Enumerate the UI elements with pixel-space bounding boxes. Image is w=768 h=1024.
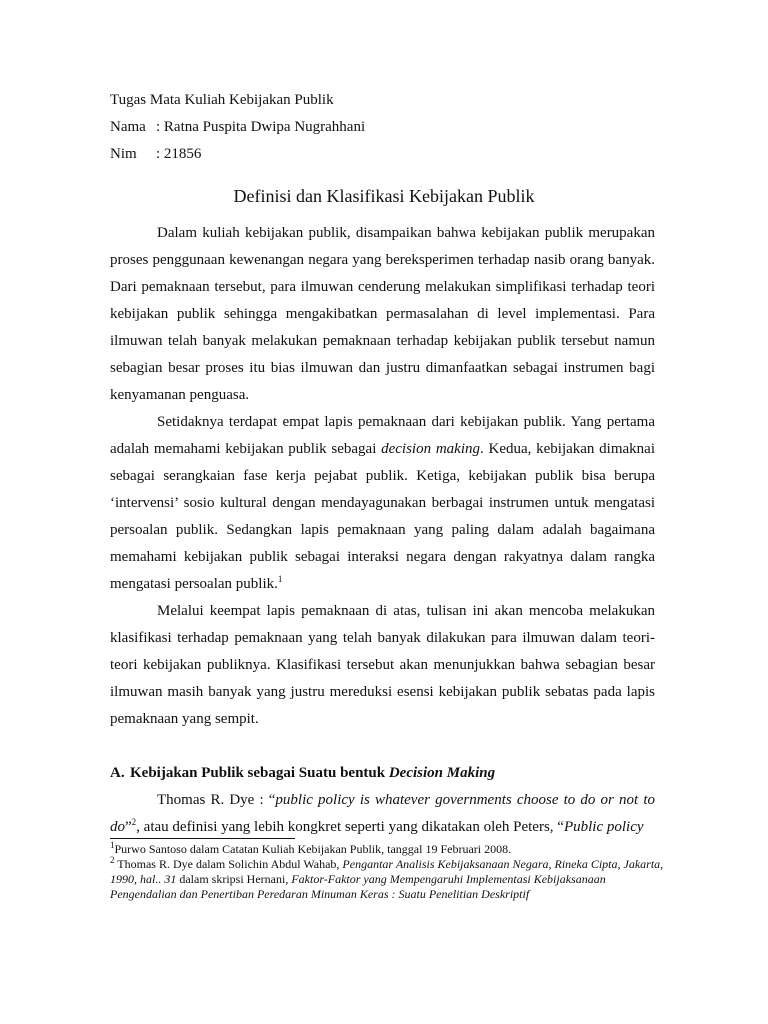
footnote-1-number: 1 (110, 840, 115, 850)
footnote-ref-1: 1 (277, 574, 283, 584)
footnote-2-number: 2 (110, 855, 115, 865)
section-title: Kebijakan Publik sebagai Suatu bentuk (130, 765, 389, 781)
paragraph-2-text-b: . Kedua, kebijakan dimaknai sebagai serangkaian fase kerja pejabat publik. Ketiga, kebijakan publik bisa berupa ‘intervensi’ sosio kultural dengan mendayagunakan berbagai instrumen untuk mengatasi persoalan publik. Sedangkan lapis pemaknaan yang paling dalam adalah bagaimana memahami kebijakan publik sebagai interaksi negara dengan rakyatnya dalam rangka mengatasi persoalan publik. (110, 441, 655, 592)
paragraph-4-text-c: , atau definisi yang lebih kongkret seperti yang dikatakan oleh Peters, “ (136, 819, 564, 835)
paragraph-2-italic: decision making (381, 441, 480, 457)
footnote-2 (110, 857, 670, 902)
paragraph-2-text-a: Setidaknya terdapat empat lapis pemaknaan dari kebijakan publik. Yang pertama adalah memahami kebijakan publik sebagai (110, 414, 655, 457)
paragraph-4-quote: public policy is whatever governments choose to do or not to do (110, 792, 655, 835)
footnote-2-italic-2: Faktor-Faktor yang Mempengaruhi Implementasi Kebijaksanaan Pengendalian dan Penertiban Peredaran Minuman Keras : Suatu Penelitian Deskriptif (110, 872, 606, 901)
course-line: Tugas Mata Kuliah Kebijakan Publik (110, 92, 334, 108)
footnote-2-italic-1: Pengantar Analisis Kebijaksanaan Negara, Rineka Cipta, Jakarta, 1990, hal.. 31 (110, 857, 664, 886)
paragraph-3: Melalui keempat lapis pemaknaan di atas, tulisan ini akan mencoba melakukan klasifikasi terhadap pemaknaan yang telah banyak dilakukan para ilmuwan dalam teori-teori kebijakan publiknya. Klasifikasi tersebut akan menunjukkan bahwa sebagian besar ilmuwan masih banyak yang justru mereduksi esensi kebijakan publik sebatas pada lapis pemaknaan yang sempit. (110, 603, 655, 727)
document-title: Definisi dan Klasifikasi Kebijakan Publik (233, 186, 535, 206)
paragraph-1: Dalam kuliah kebijakan publik, disampaikan bahwa kebijakan publik merupakan proses penggunaan kewenangan negara yang bereksperimen terhadap nasib orang banyak. Dari pemaknaan tersebut, para ilmuwan cenderung melakukan simplifikasi terhadap teori kebijakan publik sehingga mengakibatkan permasalahan di level implementasi. Para ilmuwan telah banyak melakukan pemaknaan terhadap kebijakan publik tersebut namun sebagian besar proses itu bias ilmuwan dan justru dimanfaatkan sebagai instrumen bagi kenyamanan penguasa. (110, 225, 655, 403)
paragraph-2 (110, 409, 655, 598)
name-line (110, 118, 365, 136)
section-heading-a (110, 760, 655, 787)
footnote-ref-2: 2 (131, 817, 137, 827)
paragraph-4-italic-2: Public policy (563, 819, 644, 835)
footnote-1-text: Purwo Santoso dalam Catatan Kuliah Kebijakan Publik, tanggal 19 Februari 2008. (114, 842, 512, 856)
name-label: Nama (110, 119, 146, 135)
nim-label: Nim (110, 146, 137, 162)
paragraph-4-text-a: Thomas R. Dye : “ (157, 792, 276, 808)
nim-line (110, 145, 201, 163)
footnotes (110, 842, 670, 902)
name-value: : Ratna Puspita Dwipa Nugrahhani (156, 119, 366, 135)
footnote-divider (110, 838, 295, 839)
footnote-1 (110, 842, 670, 857)
section-index: A. (110, 765, 125, 781)
paragraph-4 (110, 787, 655, 841)
section-title-italic: Decision Making (388, 765, 496, 781)
document-body (110, 220, 655, 841)
footnote-2-text-a: Thomas R. Dye dalam Solichin Abdul Wahab, (114, 857, 343, 871)
paragraph-4-text-b: ” (125, 819, 132, 835)
footnote-2-text-b: dalam skripsi Hernani, (176, 872, 292, 886)
nim-value: : 21856 (156, 146, 202, 162)
